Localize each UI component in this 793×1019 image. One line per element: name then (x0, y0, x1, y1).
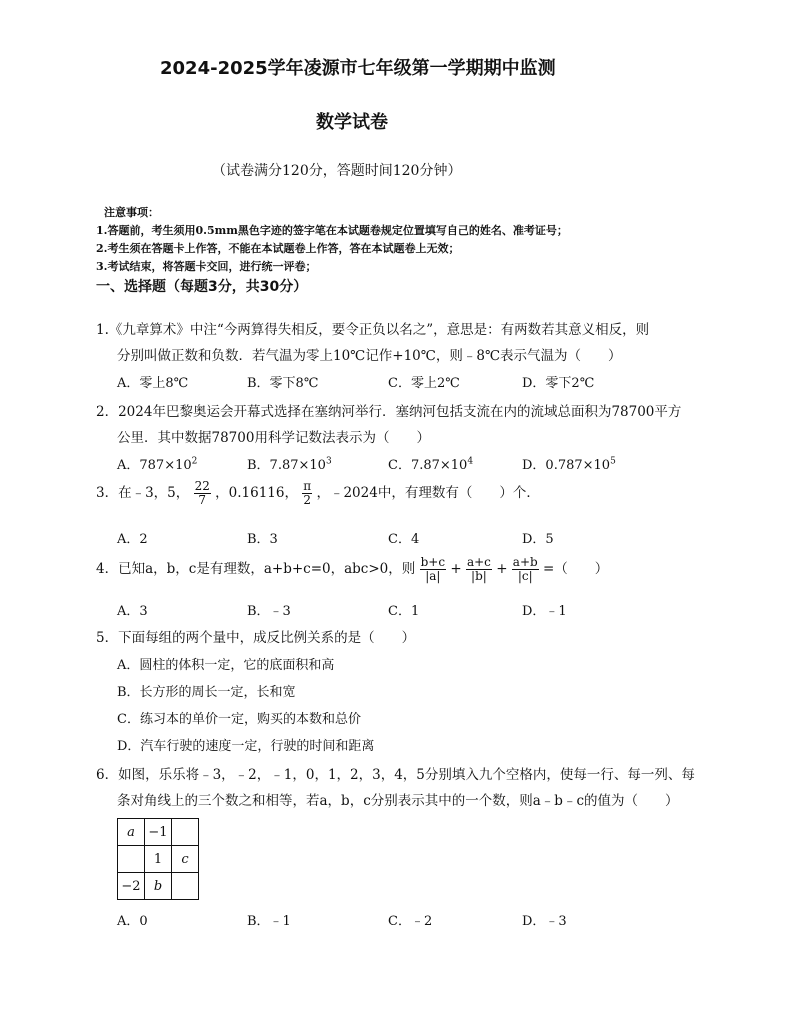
q6-option-d: D．﹣3 (522, 914, 567, 929)
fraction-pi-2: $\frac{\pi}{2}$ (303, 479, 312, 508)
q4-option-a: A．3 (117, 604, 148, 619)
fraction-22-7: $\frac{22}{7}$ (194, 479, 210, 508)
grid-cell: 1 (145, 846, 172, 873)
q2-line1: 2．2024年巴黎奥运会开幕式选择在塞纳河举行．塞纳河包括支流在内的流域总面积为78700平方 (96, 404, 682, 420)
notes-heading: 注意事项： (104, 206, 159, 219)
q4-option-c: C．1 (388, 604, 420, 619)
grid-cell: c (172, 846, 199, 873)
q6-option-a: A．0 (117, 914, 148, 929)
q2-option-c: C．$7.87\times 10^4$ (388, 456, 474, 473)
grid-cell (118, 846, 145, 873)
q1-option-c: C．零上2℃ (388, 376, 460, 391)
q5-option-d: D．汽车行驶的速度一定，行驶的时间和距离 (117, 739, 375, 754)
q1-line2: 分别叫做正数和负数．若气温为零上10℃记作+10℃，则﹣8℃表示气温为（ ） (117, 348, 622, 364)
magic-square-grid (117, 818, 199, 900)
q5-stem: 5．下面每组的两个量中，成反比例关系的是（ ） (96, 630, 416, 646)
q2-option-a: A．$787\times 10^2$ (117, 456, 198, 473)
grid-cell: a (118, 819, 145, 846)
q5-option-c: C．练习本的单价一定，购买的本数和总价 (117, 712, 361, 727)
q3-option-b: B．3 (247, 532, 278, 547)
exam-info: （试卷满分120分，答题时间120分钟） (212, 163, 462, 179)
grid-cell: −1 (145, 819, 172, 846)
q6-line2: 条对角线上的三个数之和相等，若a，b，c分别表示其中的一个数，则a﹣b﹣c的值为（ ） (117, 793, 679, 809)
q5-option-a: A．圆柱的体积一定，它的底面积和高 (117, 658, 335, 673)
q2-line2: 公里．其中数据78700用科学记数法表示为（ ） (117, 430, 430, 446)
q1-line1: 1.《九章算术》中注“今两算得失相反，要令正负以名之”，意思是：有两数若其意义相反，则 (96, 322, 650, 338)
grid-cell: −2 (118, 873, 145, 900)
q6-line1: 6．如图，乐乐将﹣3，﹣2，﹣1，0，1，2，3，4，5分别填入九个空格内，使每一行、每一列、每 (96, 767, 695, 783)
q6-option-b: B．﹣1 (247, 914, 291, 929)
q4-stem: 4．已知a，b，c是有理数，a+b+c=0，abc>0，则 $\frac{b+c}{|a|}$ + $\frac{a+c}{|b|}$ + $\frac{a+b}{|c|}$ =（ ） (96, 555, 609, 584)
grid-cell: b (145, 873, 172, 900)
q4-option-b: B．﹣3 (247, 604, 291, 619)
section-heading: 一、选择题（每题3分，共30分） (96, 279, 308, 295)
grid-cell (172, 819, 199, 846)
note-item: 1.答题前，考生须用0.5mm黑色字迹的签字笔在本试题卷规定位置填写自己的姓名、准考证号； (96, 224, 568, 237)
note-item: 3.考试结束，将答题卡交回，进行统一评卷； (96, 260, 317, 273)
q3-stem: 3．在﹣3，5， $\frac{22}{7}$ ，0.16116， $\frac{\pi}{2}$ ，﹣2024中，有理数有（ ）个． (96, 479, 540, 508)
fraction-ab-c: $\frac{a+b}{|c|}$ (512, 555, 538, 584)
q3-option-c: C．4 (388, 532, 420, 547)
q1-option-d: D．零下2℃ (522, 376, 595, 391)
q2-option-b: B．$7.87\times 10^3$ (247, 456, 332, 473)
fraction-bc-a: $\frac{b+c}{|a|}$ (420, 555, 446, 584)
grid-cell (172, 873, 199, 900)
note-item: 2.考生须在答题卡上作答，不能在本试题卷上作答，答在本试题卷上无效； (96, 242, 460, 255)
q1-option-b: B．零下8℃ (247, 376, 319, 391)
q4-option-d: D．﹣1 (522, 604, 567, 619)
q3-option-d: D．5 (522, 532, 554, 547)
fraction-ac-b: $\frac{a+c}{|b|}$ (466, 555, 491, 584)
exam-subtitle: 数学试卷 (316, 112, 388, 133)
q6-option-c: C．﹣2 (388, 914, 433, 929)
q1-option-a: A．零上8℃ (117, 376, 189, 391)
q3-option-a: A．2 (117, 532, 148, 547)
q5-option-b: B．长方形的周长一定，长和宽 (117, 685, 296, 700)
exam-title: 2024-2025学年凌源市七年级第一学期期中监测 (160, 58, 556, 79)
q2-option-d: D．$0.787\times 10^5$ (522, 456, 616, 473)
